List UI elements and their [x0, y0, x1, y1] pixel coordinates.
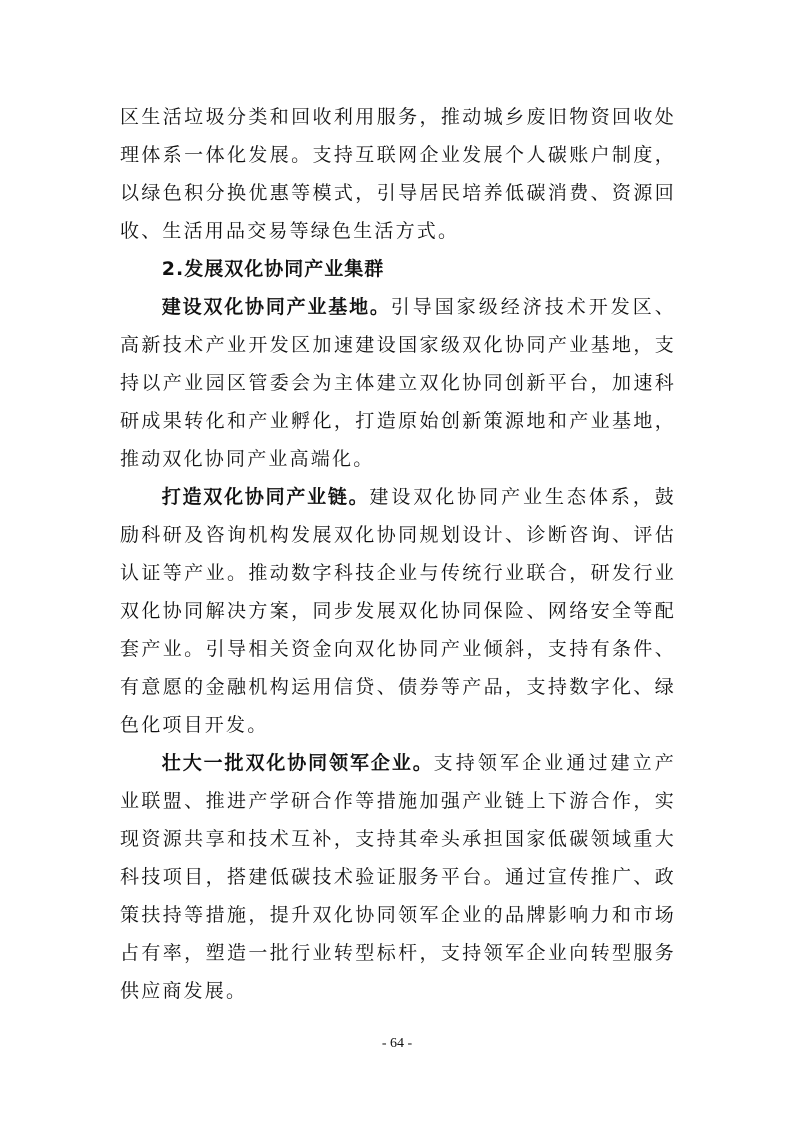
paragraph-text: 引导国家级经济技术开发区、高新技术产业开发区加速建设国家级双化协同产业基地，支持以产业园区管委会为主体建立双化协同创新平台，加速科研成果转化和产业孵化，打造原始创新策源地和产业基地，推动双化协同产业高端化。 [120, 296, 676, 470]
paragraph-lead: 壮大一批双化协同领军企业。 [161, 752, 434, 774]
section-heading: 2.发展双化协同产业集群 [161, 258, 385, 280]
page-number: - 64 - [381, 1036, 413, 1051]
paragraph-lead: 打造双化协同产业链。 [161, 486, 370, 508]
paragraph-industrial-chain [120, 478, 676, 744]
paragraph-text: 支持领军企业通过建立产业联盟、推进产学研合作等措施加强产业链上下游合作，实现资源共享和技术互补，支持其牵头承担国家低碳领域重大科技项目，搭建低碳技术验证服务平台。通过宣传推广、政策扶持等措施，提升双化协同领军企业的品牌影响力和市场占有率，塑造一批行业转型标杆，支持领军企业向转型服务供应商发展。 [120, 752, 676, 1002]
paragraph-leading-enterprises [120, 744, 676, 1010]
paragraph-text: 建设双化协同产业生态体系，鼓励科研及咨询机构发展双化协同规划设计、诊断咨询、评估认证等产业。推动数字科技企业与传统行业联合，研发行业双化协同解决方案，同步发展双化协同保险、网络安全等配套产业。引导相关资金向双化协同产业倾斜，支持有条件、有意愿的金融机构运用信贷、债券等产品，支持数字化、绿色化项目开发。 [120, 486, 676, 736]
paragraph-continuation [120, 98, 676, 250]
paragraph-industrial-base [120, 288, 676, 478]
paragraph-text: 区生活垃圾分类和回收利用服务，推动城乡废旧物资回收处理体系一体化发展。支持互联网企业发展个人碳账户制度，以绿色积分换优惠等模式，引导居民培养低碳消费、资源回收、生活用品交易等绿色生活方式。 [120, 106, 676, 242]
paragraph-lead: 建设双化协同产业基地。 [161, 296, 391, 318]
document-body [120, 98, 676, 1010]
